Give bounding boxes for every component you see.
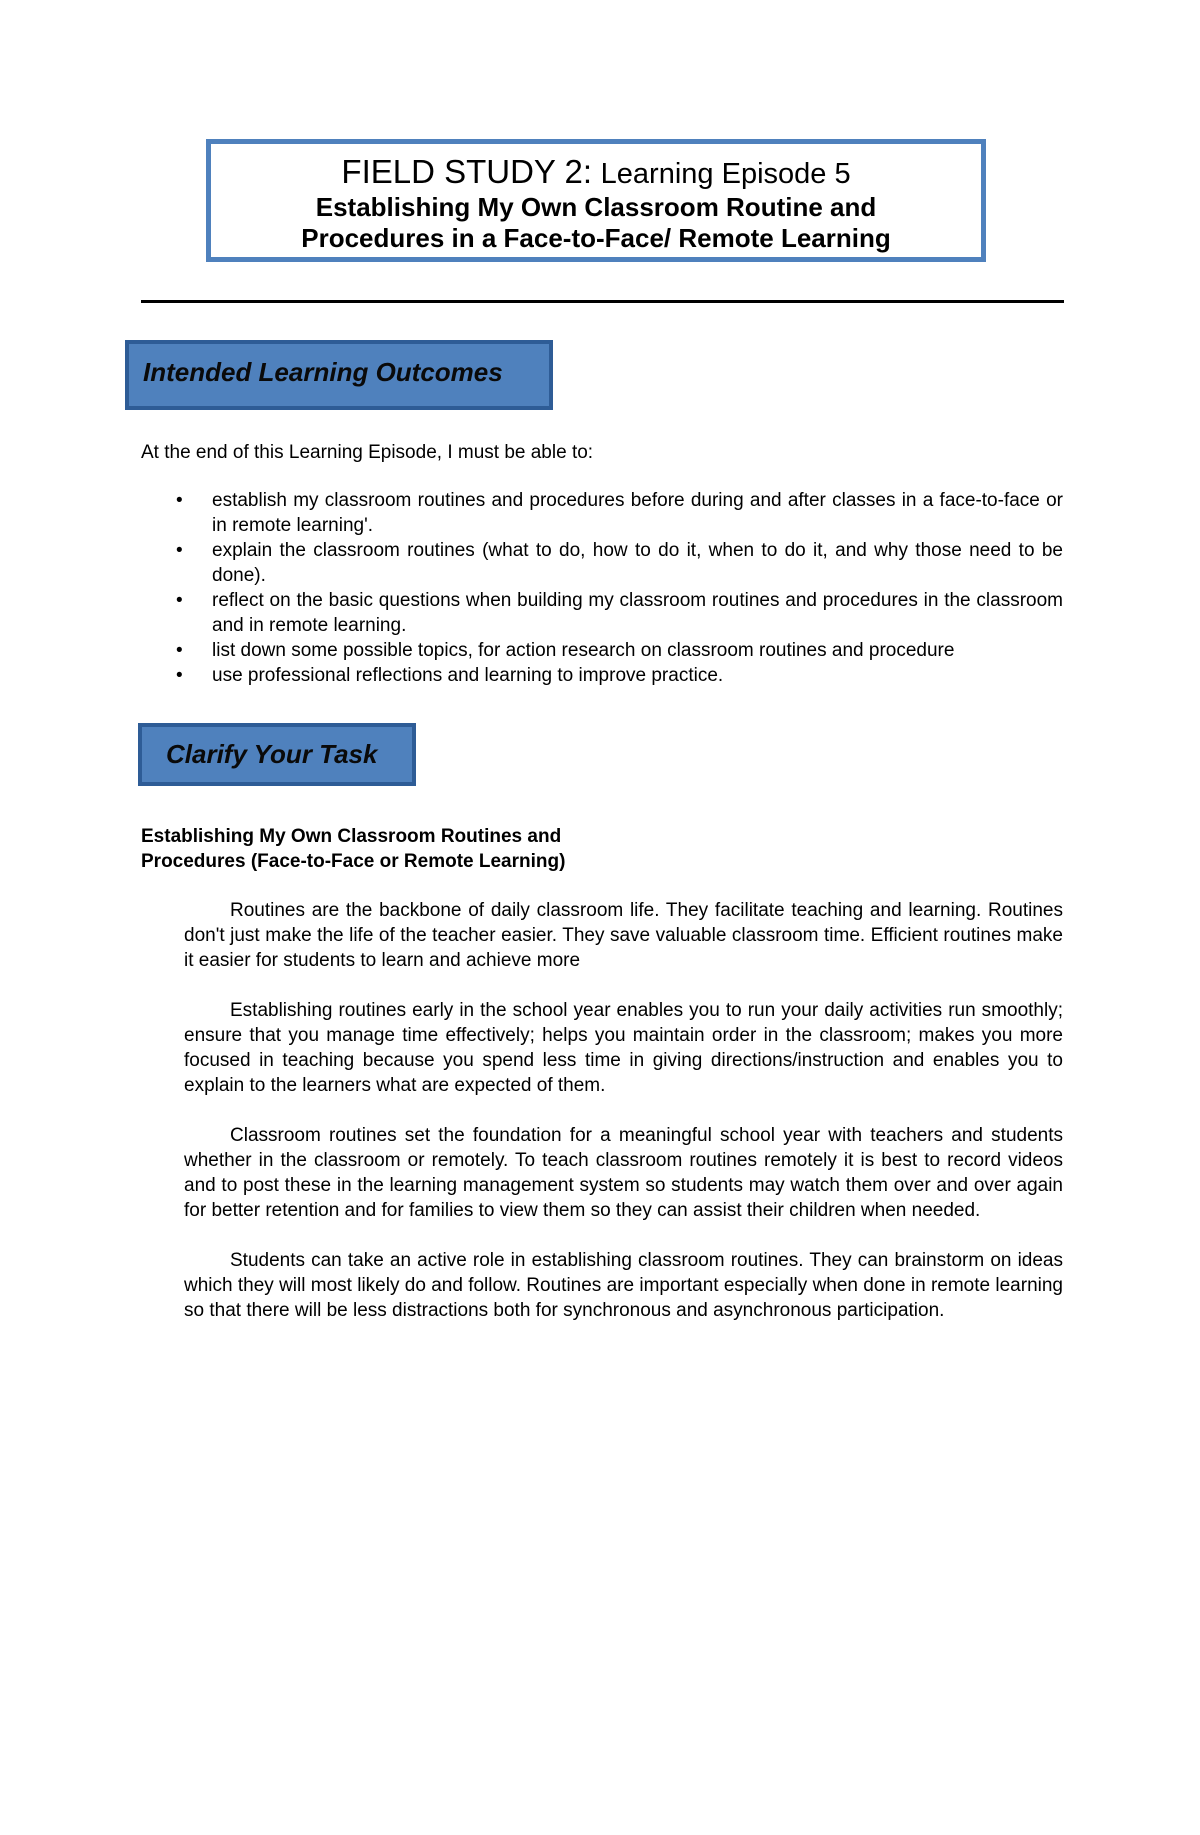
task-heading-line-1: Establishing My Own Classroom Routines and [141, 826, 562, 847]
bullet-icon: • [176, 490, 183, 511]
task-heading [141, 824, 565, 874]
bullet-icon: • [176, 590, 183, 611]
outcomes-list [141, 488, 1063, 688]
list-item [141, 488, 1063, 538]
paragraph: Routines are the backbone of daily classroom life. They facilitate teaching and learning. Routines don't just make the life of the teacher easier. They save valuable classroom time. Efficient routines make it easier for students to learn and achieve more [184, 900, 1063, 971]
list-item-text: establish my classroom routines and procedures before during and after classes in a face-to-face or in remote learning'. [212, 490, 1063, 536]
section-header-label: Clarify Your Task [166, 739, 378, 769]
paragraph: Classroom routines set the foundation for a meaningful school year with teachers and students whether in the classroom or remotely. To teach classroom routines remotely it is best to record videos and to post these in the learning management system so students may watch them over and over again for better retention and for families to view them so they can assist their children when needed. [184, 1125, 1063, 1221]
list-item-text: explain the classroom routines (what to do, how to do it, when to do it, and why those need to be done). [212, 540, 1063, 586]
subtitle-line-1: Establishing My Own Classroom Routine and [315, 192, 877, 222]
task-body [184, 898, 1063, 1348]
task-heading-line-2: Procedures (Face-to-Face or Remote Learning) [141, 851, 566, 872]
list-item [141, 638, 1063, 663]
title-main: FIELD STUDY 2: [341, 153, 593, 190]
bullet-icon: • [176, 665, 183, 686]
bullet-icon: • [176, 540, 183, 561]
list-item [141, 663, 1063, 688]
horizontal-divider [141, 300, 1064, 303]
list-item [141, 588, 1063, 638]
subtitle-line-2: Procedures in a Face-to-Face/ Remote Learning [301, 223, 891, 253]
section-header-clarify-your-task [138, 723, 416, 786]
title-box [206, 139, 986, 262]
list-item-text: list down some possible topics, for action research on classroom routines and procedure [212, 640, 955, 661]
section-header-label: Intended Learning Outcomes [143, 356, 503, 387]
list-item-text: use professional reflections and learning to improve practice. [212, 665, 724, 686]
list-item [141, 538, 1063, 588]
bullet-icon: • [176, 640, 183, 661]
paragraph: Students can take an active role in establishing classroom routines. They can brainstorm on ideas which they will most likely do and follow. Routines are important especially when done in remote learning so that there will be less distractions both for synchronous and asynchronous participation. [184, 1250, 1063, 1321]
outcomes-intro: At the end of this Learning Episode, I must be able to: [141, 442, 594, 463]
page-title [211, 154, 981, 192]
list-item-text: reflect on the basic questions when building my classroom routines and procedures in the classroom and in remote learning. [212, 590, 1063, 636]
title-episode: Learning Episode 5 [600, 158, 851, 190]
paragraph: Establishing routines early in the school year enables you to run your daily activities run smoothly; ensure that you manage time effectively; helps you maintain order in the classroom; makes you more focused in teaching because you spend less time in giving directions/instruction and enables you to explain to the learners what are expected of them. [184, 1000, 1063, 1096]
section-header-intended-learning-outcomes [125, 340, 553, 410]
